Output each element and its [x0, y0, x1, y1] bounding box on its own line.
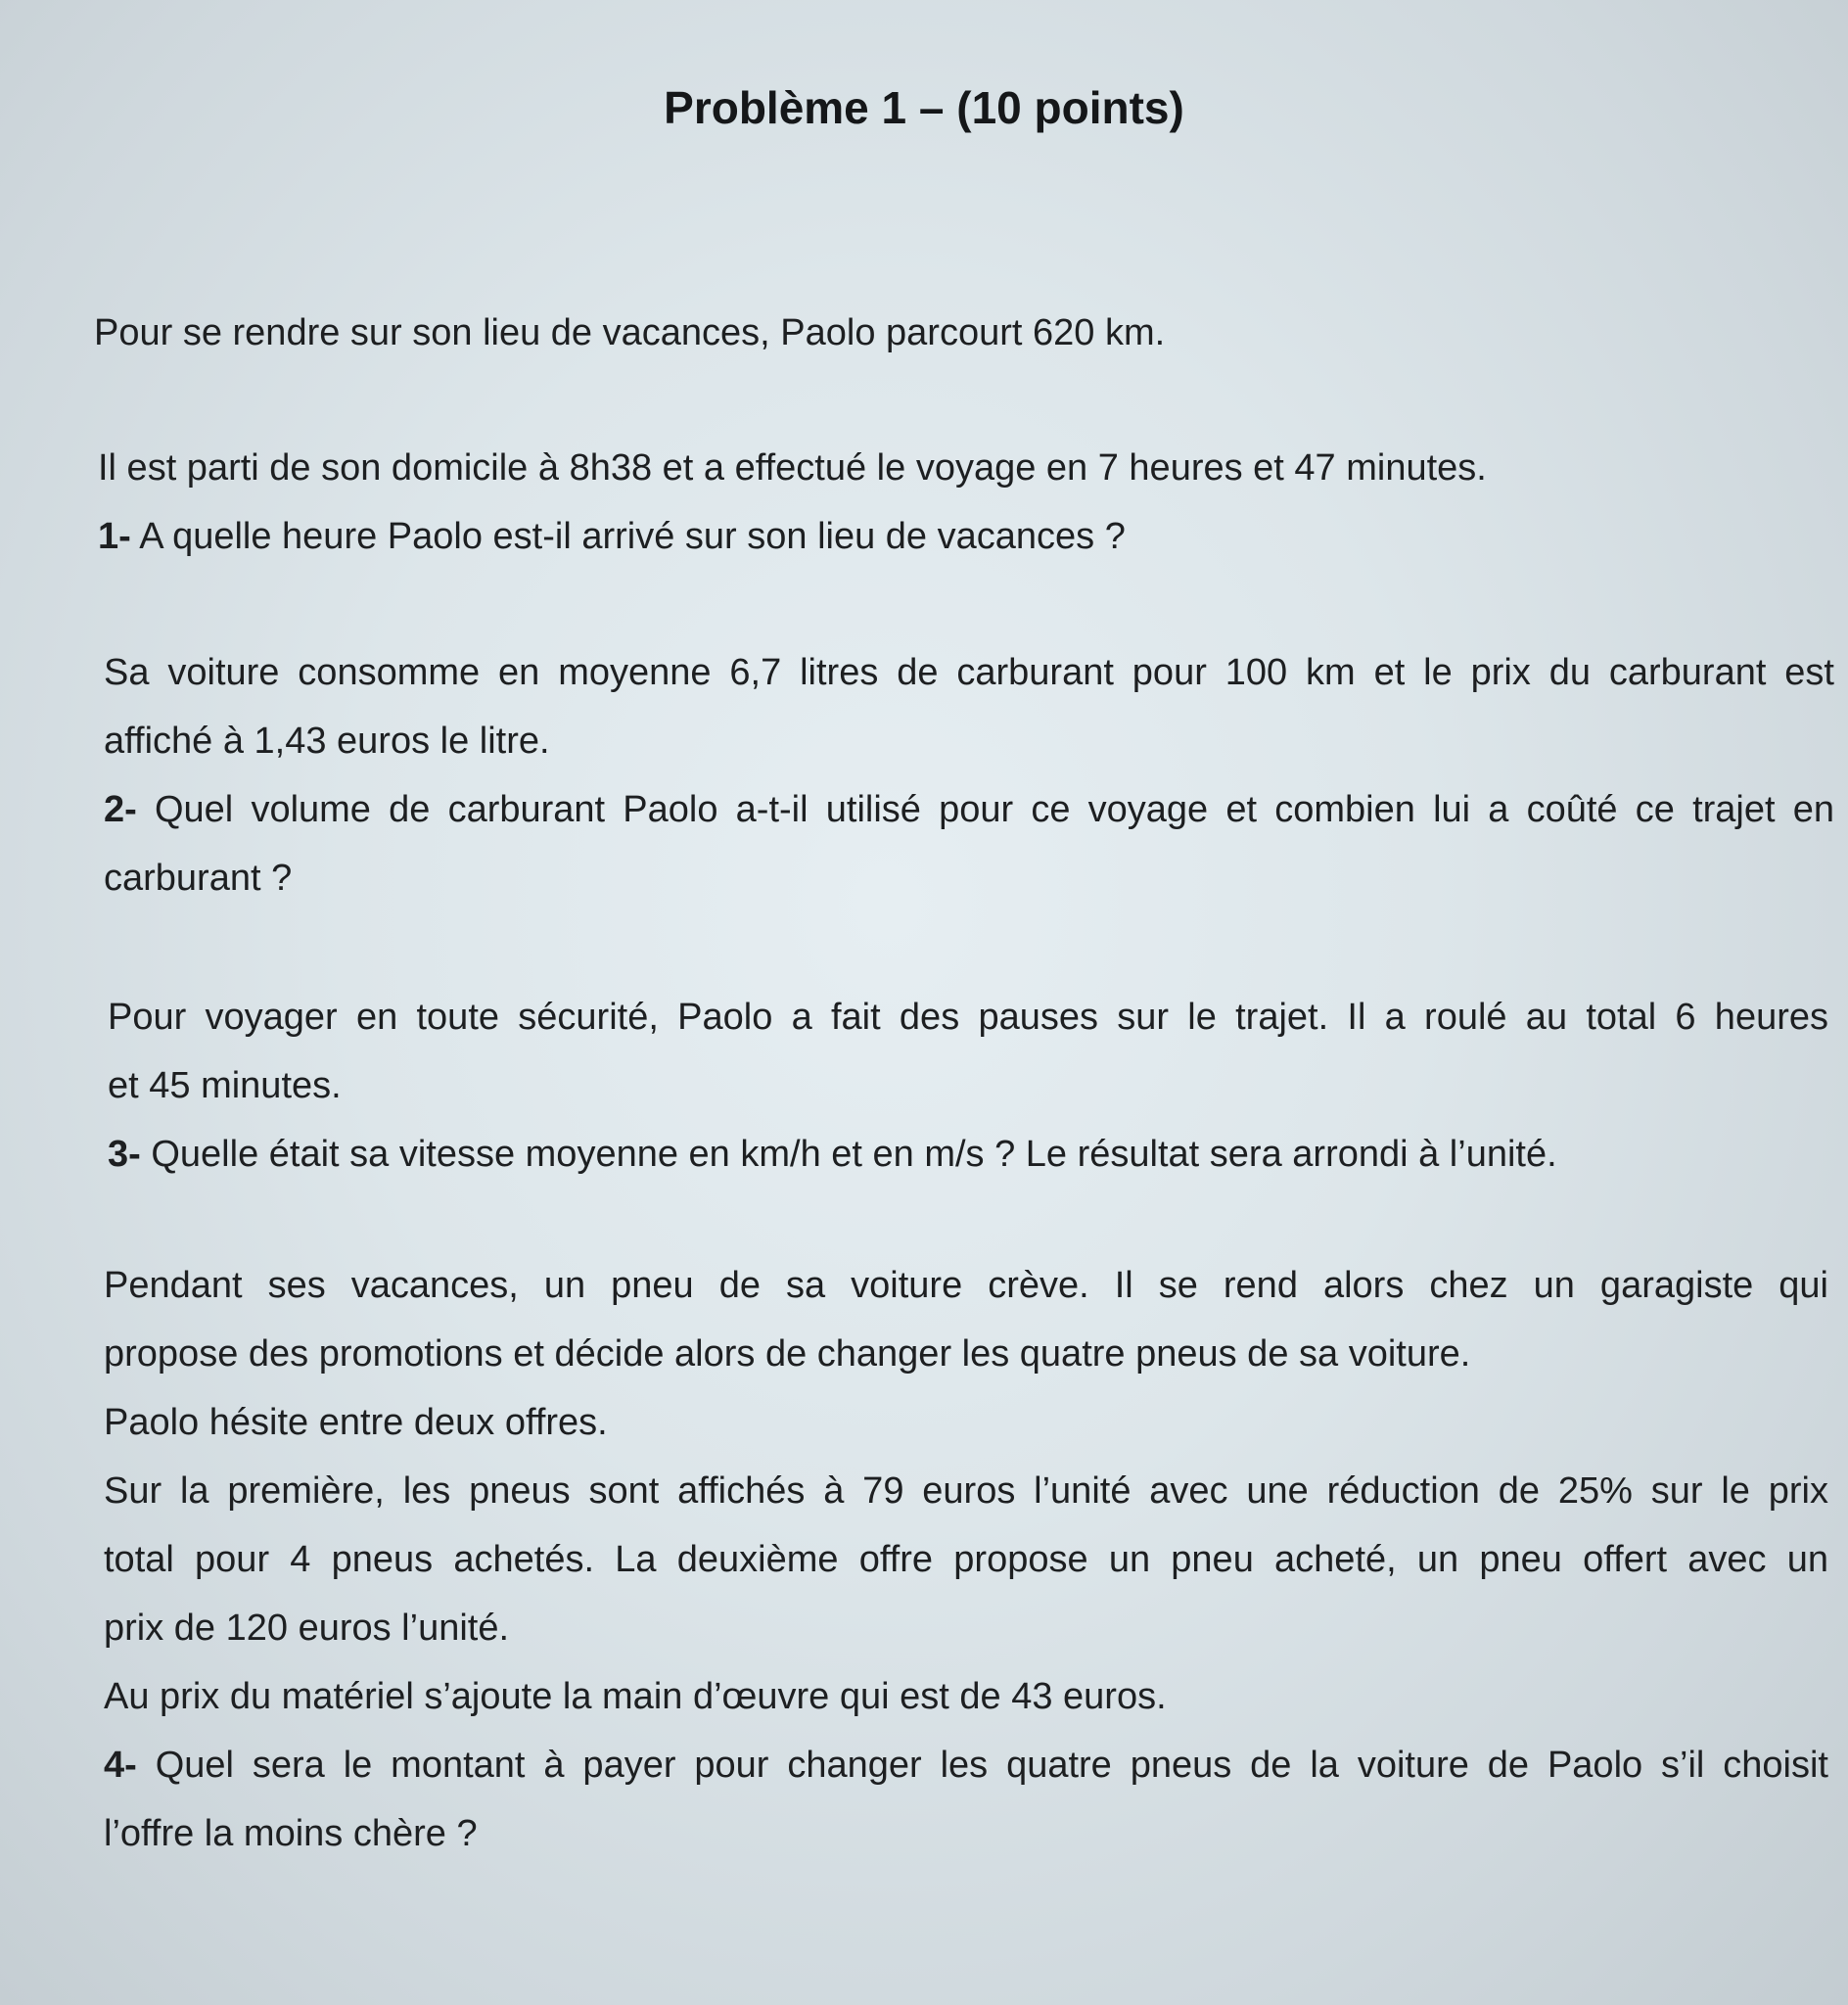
intro-paragraph [94, 299, 1778, 367]
part4-offers-line-2: total pour 4 pneus achetés. La deuxième offre propose un pneu acheté, un pneu offert avec un [104, 1539, 1828, 1580]
part4-context-line-3: Paolo hésite entre deux offres. [104, 1402, 608, 1443]
part4-offers-line-3: prix de 120 euros l’unité. [104, 1608, 510, 1649]
part4-question-line-2: l’offre la moins chère ? [104, 1813, 478, 1854]
part4-labor: Au prix du matériel s’ajoute la main d’œuvre qui est de 43 euros. [104, 1676, 1167, 1717]
part4-block [104, 1251, 1828, 1868]
part4-offers-line-1: Sur la première, les pneus sont affichés à 79 euros l’unité avec une réduction de 25% sur le prix [104, 1470, 1828, 1512]
intro-text: Pour se rendre sur son lieu de vacances, Paolo parcourt 620 km. [94, 312, 1166, 353]
question-4-text: Quel sera le montant à payer pour changer les quatre pneus de la voiture de Paolo s’il choisit [136, 1745, 1828, 1786]
part4-context-line-2: propose des promotions et décide alors de changer les quatre pneus de sa voiture. [104, 1333, 1471, 1375]
question-1-text: A quelle heure Paolo est-il arrivé sur son lieu de vacances ? [130, 516, 1126, 557]
question-number-3: 3- [108, 1134, 141, 1175]
question-number-1: 1- [98, 516, 131, 557]
question-2-text: Quel volume de carburant Paolo a-t-il utilisé pour ce voyage et combien lui a coûté ce trajet en [136, 789, 1834, 830]
part1-block [98, 434, 1781, 571]
part3-question [108, 1120, 1828, 1189]
question-number-4: 4- [104, 1745, 137, 1786]
question-number-2: 2- [104, 789, 137, 830]
part3-context-line-2: et 45 minutes. [108, 1065, 342, 1106]
problem-title: Problème 1 – (10 points) [664, 82, 1184, 133]
part4-context-line-1: Pendant ses vacances, un pneu de sa voiture crève. Il se rend alors chez un garagiste qui [104, 1265, 1828, 1306]
part4-question-line-1 [104, 1731, 1828, 1799]
part2-context-line-2: affiché à 1,43 euros le litre. [104, 721, 550, 762]
part1-context: Il est parti de son domicile à 8h38 et a effectué le voyage en 7 heures et 47 minutes. [98, 447, 1487, 489]
part1-question [98, 502, 1781, 571]
part3-context-line-1: Pour voyager en toute sécurité, Paolo a fait des pauses sur le trajet. Il a roulé au total 6 heures [108, 997, 1828, 1038]
part2-question-line-1 [104, 775, 1834, 844]
part2-block [104, 638, 1834, 912]
question-3-text: Quelle était sa vitesse moyenne en km/h et en m/s ? Le résultat sera arrondi à l’unité. [140, 1134, 1557, 1175]
part2-question-line-2: carburant ? [104, 858, 293, 899]
part2-context-line-1: Sa voiture consomme en moyenne 6,7 litres de carburant pour 100 km et le prix du carburant est [104, 652, 1834, 693]
part3-block [108, 983, 1828, 1189]
